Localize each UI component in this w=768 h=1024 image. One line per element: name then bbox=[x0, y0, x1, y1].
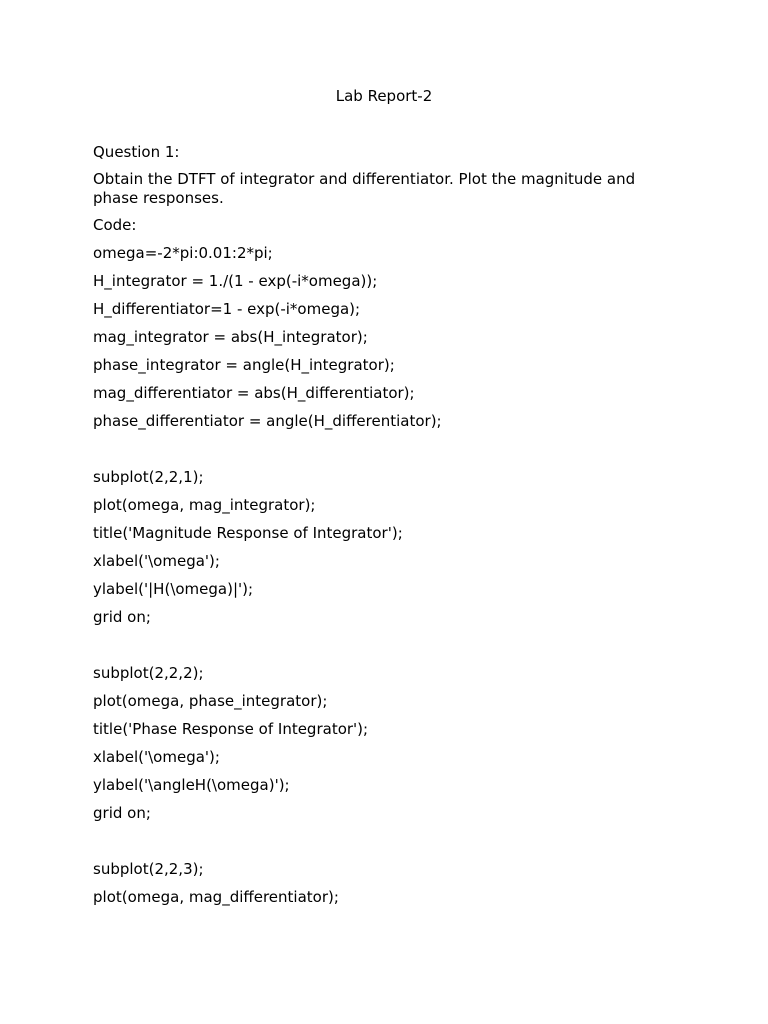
code-line: grid on; bbox=[93, 608, 151, 626]
blank-line bbox=[93, 439, 683, 459]
code-label: Code: bbox=[93, 216, 137, 234]
code-line: phase_integrator = angle(H_integrator); bbox=[93, 356, 395, 374]
code-line: title('Phase Response of Integrator'); bbox=[93, 720, 369, 738]
code-line: phase_differentiator = angle(H_differentiator); bbox=[93, 412, 442, 430]
question-heading: Question 1: bbox=[93, 143, 180, 161]
code-block-3 bbox=[93, 663, 683, 823]
code-line: plot(omega, mag_differentiator); bbox=[93, 888, 339, 906]
code-line: H_differentiator=1 - exp(-i*omega); bbox=[93, 300, 361, 318]
code-line: subplot(2,2,2); bbox=[93, 664, 204, 682]
code-line: subplot(2,2,3); bbox=[93, 860, 204, 878]
code-block-4 bbox=[93, 859, 683, 907]
code-block-2 bbox=[93, 467, 683, 627]
code-line: title('Magnitude Response of Integrator'); bbox=[93, 524, 403, 542]
code-line: ylabel('\angleH(\omega)'); bbox=[93, 776, 290, 794]
question-text: Obtain the DTFT of integrator and differentiator. Plot the magnitude and phase responses. bbox=[93, 170, 636, 207]
code-line: omega=-2*pi:0.01:2*pi; bbox=[93, 244, 273, 262]
code-line: plot(omega, phase_integrator); bbox=[93, 692, 328, 710]
code-line: xlabel('\omega'); bbox=[93, 552, 220, 570]
code-line: mag_differentiator = abs(H_differentiator); bbox=[93, 384, 415, 402]
blank-line bbox=[93, 635, 683, 655]
code-line: H_integrator = 1./(1 - exp(-i*omega)); bbox=[93, 272, 378, 290]
code-line: grid on; bbox=[93, 804, 151, 822]
code-block-1 bbox=[93, 243, 683, 431]
code-line: plot(omega, mag_integrator); bbox=[93, 496, 316, 514]
code-line: ylabel('|H(\omega)|'); bbox=[93, 580, 254, 598]
code-line: mag_integrator = abs(H_integrator); bbox=[93, 328, 368, 346]
blank-line bbox=[93, 831, 683, 851]
document-title: Lab Report-2 bbox=[335, 87, 433, 105]
code-line: xlabel('\omega'); bbox=[93, 748, 220, 766]
code-line: subplot(2,2,1); bbox=[93, 468, 204, 486]
document-body bbox=[93, 142, 683, 915]
